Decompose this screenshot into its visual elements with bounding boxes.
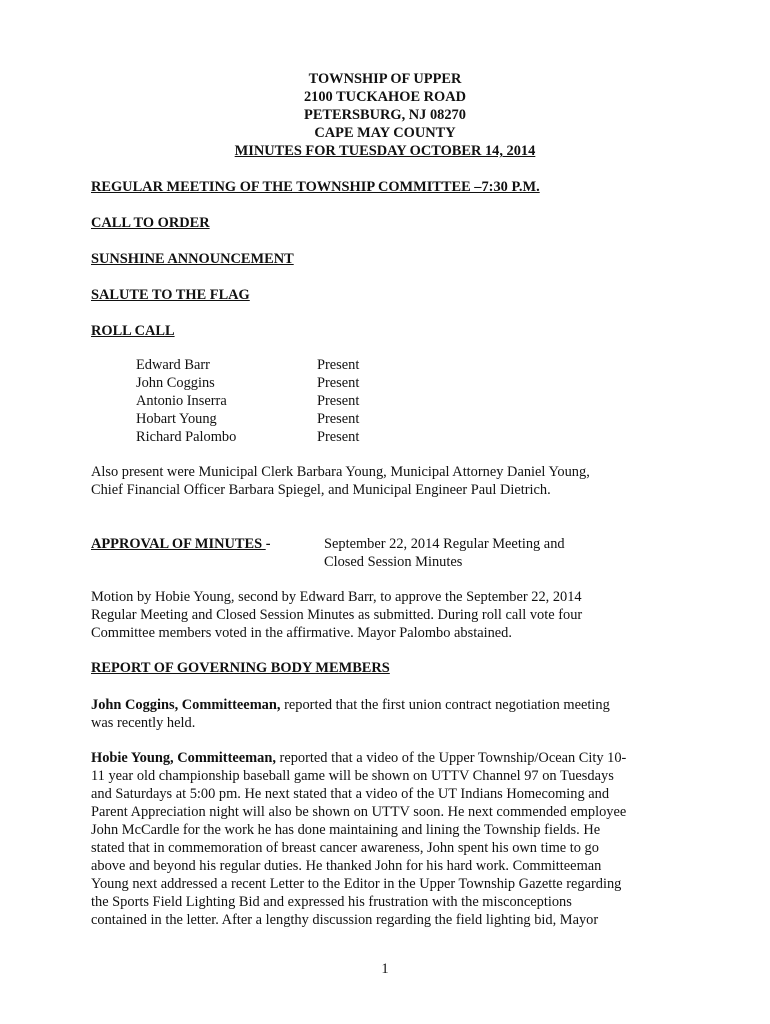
roll-call-row [136, 410, 359, 428]
paragraph-line: Young next addressed a recent Letter to the Editor in the Upper Township Gazette regarding [91, 876, 622, 892]
header-minutes-date: MINUTES FOR TUESDAY OCTOBER 14, 2014 [234, 143, 536, 159]
member-status: Present [317, 429, 360, 445]
line-text: reported that the first union contract negotiation meeting [280, 697, 610, 713]
paragraph-line: stated that in commemoration of breast cancer awareness, John spent his own time to go [91, 840, 599, 856]
paragraph-line: Committee members voted in the affirmative. Mayor Palombo abstained. [91, 625, 512, 641]
heading-sunshine: SUNSHINE ANNOUNCEMENT [91, 251, 294, 267]
paragraph-line: Motion by Hobie Young, second by Edward Barr, to approve the September 22, 2014 [91, 589, 582, 605]
member-status: Present [317, 393, 360, 409]
paragraph-line: contained in the letter. After a lengthy discussion regarding the field lighting bid, Mayor [91, 912, 599, 928]
roll-call-row [136, 356, 359, 374]
approval-description [324, 535, 565, 571]
paragraph-line: 11 year old championship baseball game will be shown on UTTV Channel 97 on Tuesdays [91, 768, 614, 784]
member-status: Present [317, 375, 360, 391]
motion-paragraph [91, 588, 691, 642]
also-present-paragraph [91, 463, 691, 499]
header-address: 2100 TUCKAHOE ROAD [303, 89, 467, 105]
paragraph-line [91, 696, 691, 714]
member-status: Present [317, 357, 360, 373]
heading-call-to-order: CALL TO ORDER [91, 215, 210, 231]
roll-call-row [136, 374, 359, 392]
paragraph-line: Chief Financial Officer Barbara Spiegel, and Municipal Engineer Paul Dietrich. [91, 482, 551, 498]
coggins-paragraph [91, 696, 691, 732]
approval-desc-line: September 22, 2014 Regular Meeting and [324, 536, 565, 552]
paragraph-line: Regular Meeting and Closed Session Minutes as submitted. During roll call vote four [91, 607, 583, 623]
approval-desc-line: Closed Session Minutes [324, 554, 463, 570]
member-name: Hobart Young [136, 411, 217, 427]
document-header [0, 70, 770, 160]
paragraph-line: the Sports Field Lighting Bid and expressed his frustration with the misconceptions [91, 894, 572, 910]
heading-report: REPORT OF GOVERNING BODY MEMBERS [91, 660, 390, 676]
paragraph-line: Parent Appreciation night will also be shown on UTTV soon. He next commended employee [91, 804, 627, 820]
header-city: PETERSBURG, NJ 08270 [304, 107, 466, 123]
paragraph-line: was recently held. [91, 715, 196, 731]
heading-regular-meeting: REGULAR MEETING OF THE TOWNSHIP COMMITTEE –7:30 P.M. [91, 179, 540, 195]
paragraph-line: John McCardle for the work he has done maintaining and lining the Township fields. He [91, 822, 601, 838]
member-name: Richard Palombo [136, 429, 237, 445]
header-county: CAPE MAY COUNTY [314, 125, 456, 141]
member-name: Edward Barr [136, 357, 210, 373]
paragraph-line: Also present were Municipal Clerk Barbara Young, Municipal Attorney Daniel Young, [91, 464, 590, 480]
member-name: Antonio Inserra [136, 393, 227, 409]
heading-roll-call: ROLL CALL [91, 323, 175, 339]
approval-of-minutes-label [91, 535, 271, 553]
paragraph-line [91, 749, 691, 767]
page-number: 1 [381, 961, 389, 977]
speaker-name: John Coggins, Committeeman, [91, 697, 281, 713]
paragraph-line: and Saturdays at 5:00 pm. He next stated that a video of the UT Indians Homecoming and [91, 786, 610, 802]
paragraph-line: above and beyond his regular duties. He thanked John for his hard work. Committeeman [91, 858, 602, 874]
roll-call-row [136, 428, 359, 446]
approval-dash: - [265, 536, 271, 552]
roll-call-row [136, 392, 359, 410]
heading-salute: SALUTE TO THE FLAG [91, 287, 250, 303]
line-text: reported that a video of the Upper Township/Ocean City 10- [275, 750, 627, 766]
roll-call-list [136, 356, 359, 446]
approval-heading: APPROVAL OF MINUTES [91, 536, 266, 552]
member-name: John Coggins [136, 375, 215, 391]
young-paragraph [91, 749, 691, 929]
header-township: TOWNSHIP OF UPPER [308, 71, 462, 87]
member-status: Present [317, 411, 360, 427]
speaker-name: Hobie Young, Committeeman, [91, 750, 276, 766]
